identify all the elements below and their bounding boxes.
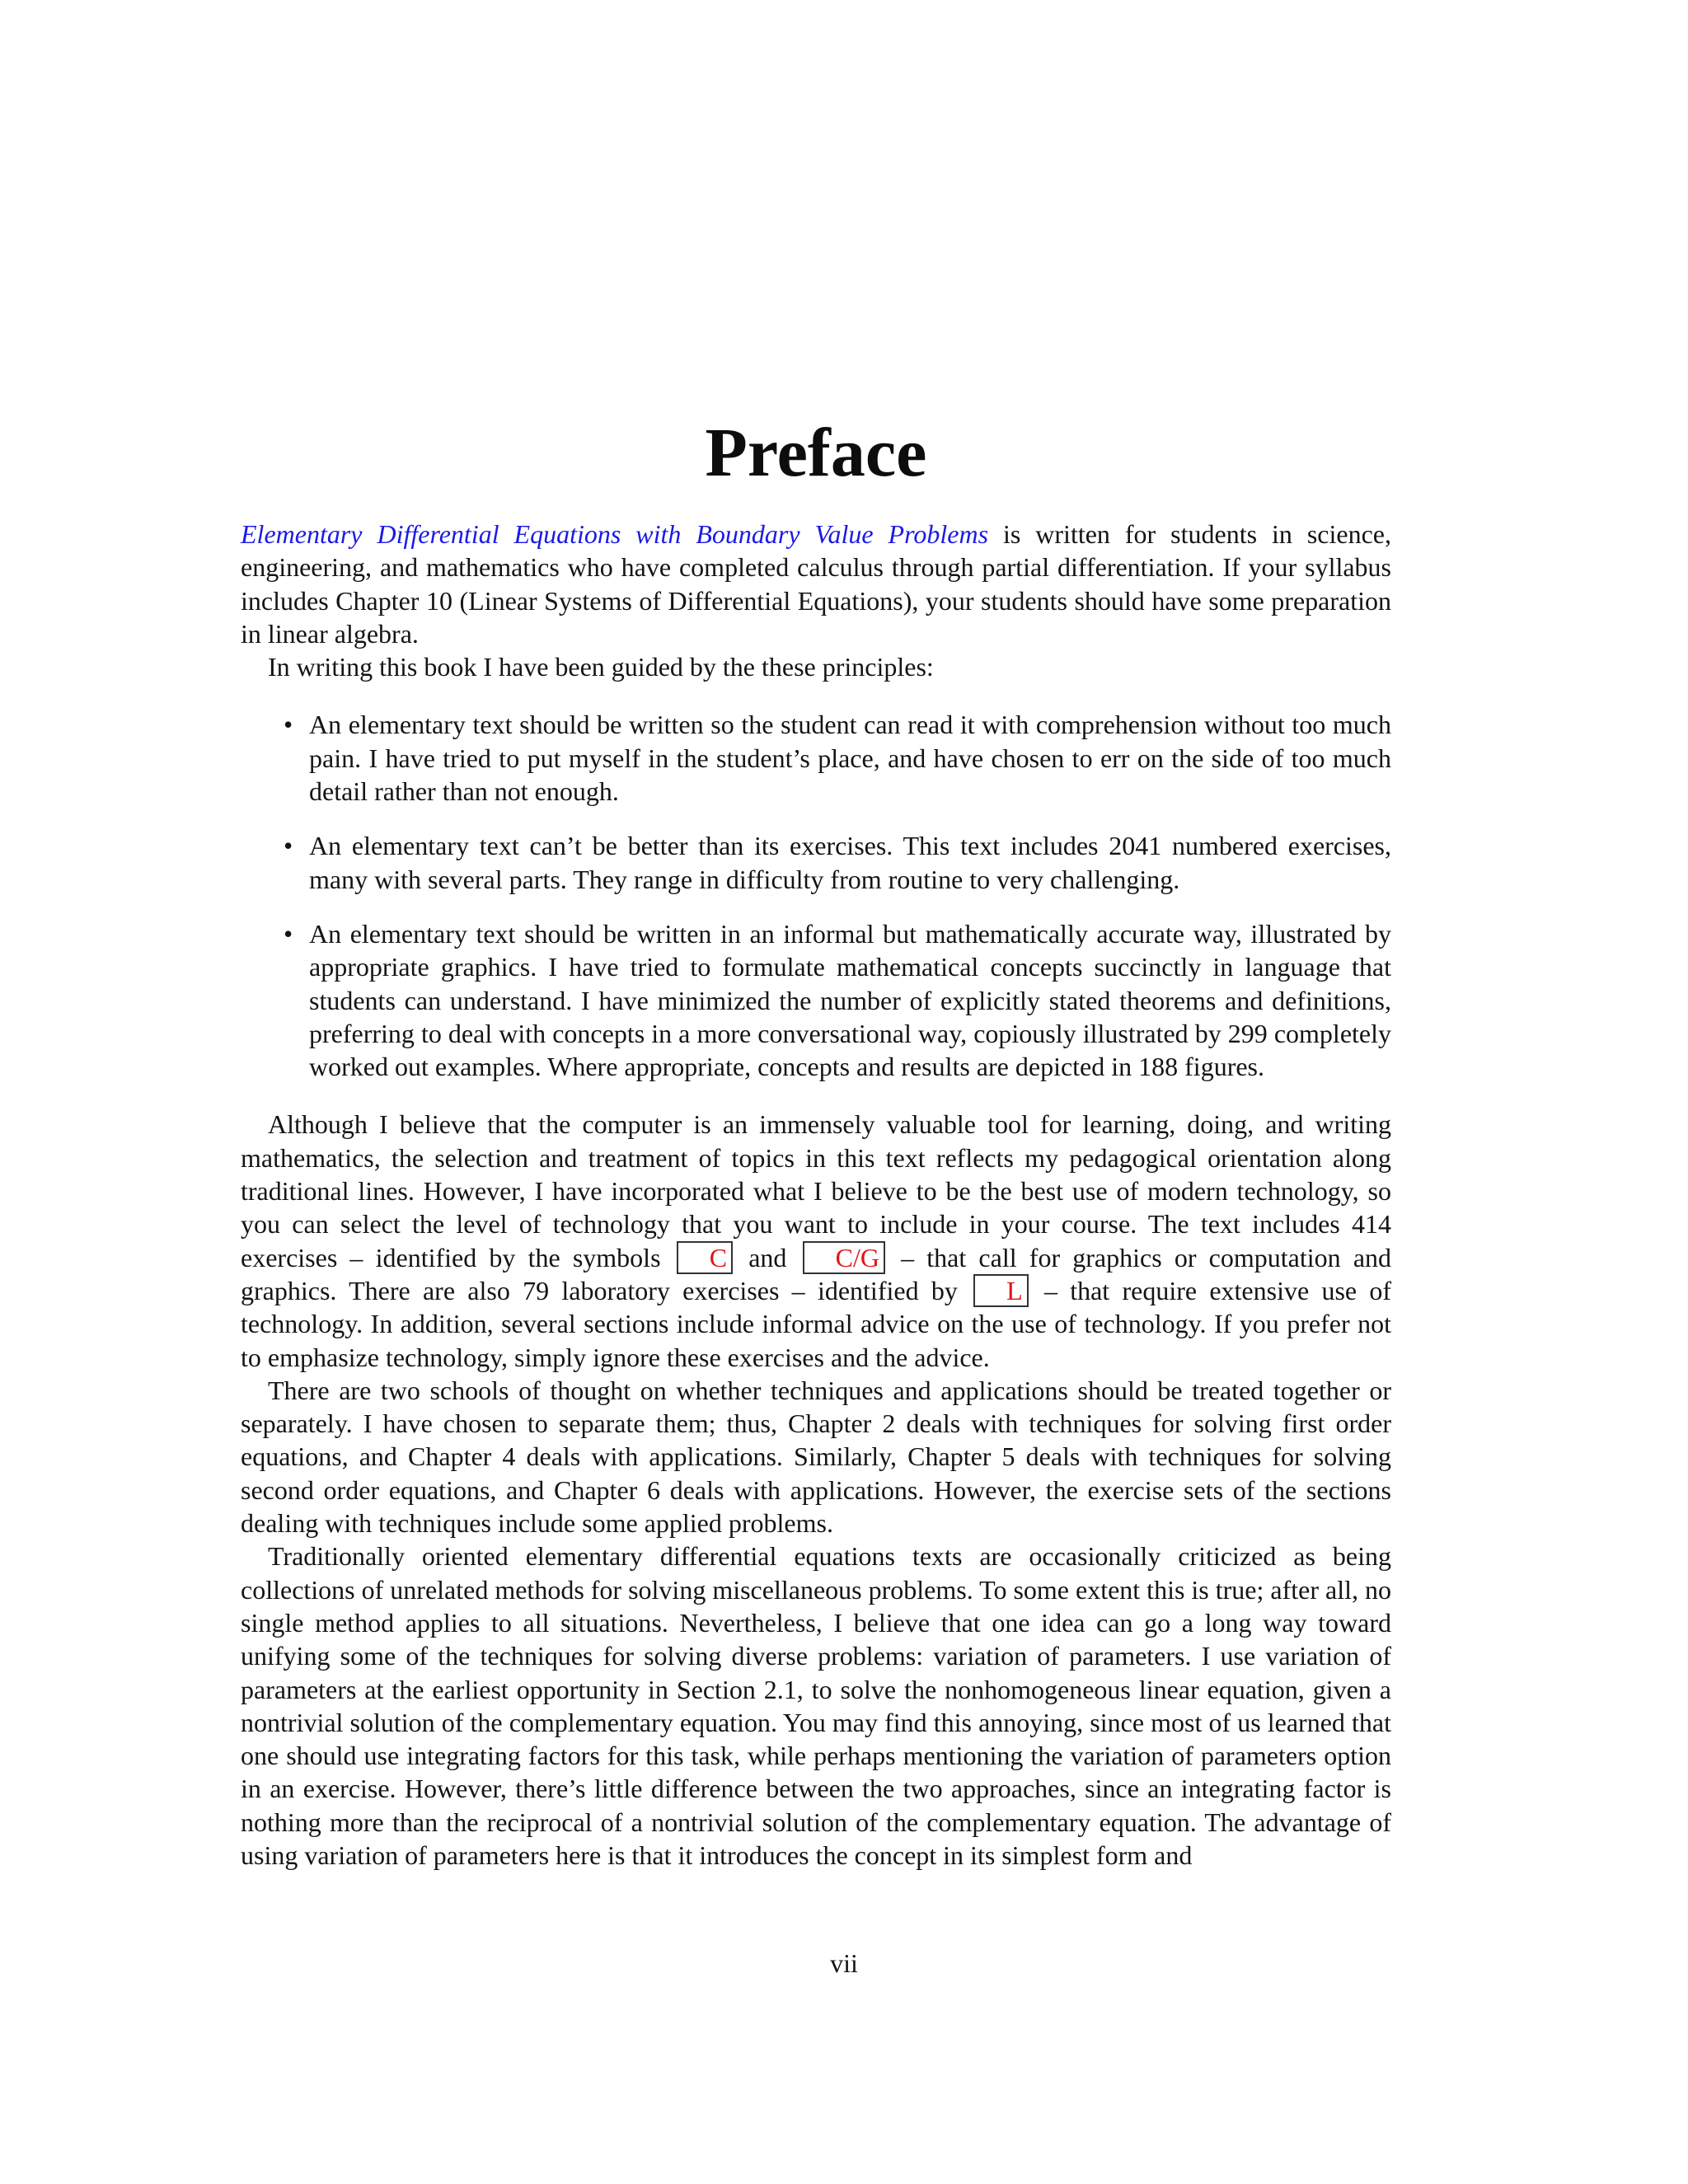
computation-symbol: C xyxy=(677,1241,733,1274)
preface-page xyxy=(241,412,1391,1872)
principles-list xyxy=(241,708,1391,1083)
technology-text-2: – that call for graphics or computation and graphics. There are also 79 laboratory exercises – identified by xyxy=(241,1242,1392,1305)
list-item xyxy=(241,708,1391,808)
bullet-icon: • xyxy=(284,710,293,740)
technology-and: and xyxy=(736,1242,799,1272)
principle-text: An elementary text can’t be better than its exercises. This text includes 2041 numbered exercises, many with several parts. They range in difficulty from routine to very challenging. xyxy=(309,831,1391,894)
computation-graphics-symbol: C/G xyxy=(803,1241,885,1274)
schools-paragraph: There are two schools of thought on whether techniques and applications should be treated together or separately. I have chosen to separate them; thus, Chapter 2 deals with techniques for solving first order equations, and Chapter 4 deals with applications. Similarly, Chapter 5 deals with techniques for solving second order equations, and Chapter 6 deals with applications. However, the exercise sets of the sections dealing with techniques include some applied problems. xyxy=(241,1375,1391,1539)
list-item xyxy=(241,829,1391,896)
intro-text: is written for students in science, engineering, and mathematics who have completed calculus through partial differentiation. If your syllabus includes Chapter 10 (Linear Systems of Differential Equations), your students should have some preparation in linear algebra. xyxy=(241,519,1392,649)
book-title-link[interactable]: Elementary Differential Equations with Boundary Value Problems xyxy=(241,519,989,549)
principle-text: An elementary text should be written so the student can read it with comprehension without too much pain. I have tried to put myself in the student’s place, and have chosen to err on the side of too much detail rather than not enough. xyxy=(309,710,1391,807)
page-number: vii xyxy=(830,1948,858,1978)
bullet-icon: • xyxy=(284,918,293,949)
intro-paragraph xyxy=(241,518,1391,650)
tradition-paragraph: Traditionally oriented elementary differential equations texts are occasionally criticized as being collections of unrelated methods for solving miscellaneous problems. To some extent this is true; after all, no single method applies to all situations. Nevertheless, I believe that one idea can go a long way toward unifying some of the techniques for solving diverse problems: variation of parameters. I use variation of parameters at the earliest opportunity in Section 2.1, to solve the nonhomogeneous linear equation, given a nontrivial solution of the complementary equation. You may find this annoying, since most of us learned that one should use integrating factors for this task, while perhaps mentioning the variation of parameters option in an exercise. However, there’s little difference between the two approaches, since an integrating factor is nothing more than the reciprocal of a nontrivial solution of the complementary equation. The advantage of using variation of parameters here is that it introduces the concept in its simplest form and xyxy=(241,1541,1391,1870)
technology-text-1: Although I believe that the computer is an immensely valuable tool for learning, doing, and writing mathematics, the selection and treatment of topics in this text reflects my pedagogical orientation along traditional lines. However, I have incorporated what I believe to be the best use of modern technology, so you can select the level of technology that you want to include in your course. The text includes 414 exercises – identified by the symbols xyxy=(241,1109,1391,1272)
technology-text-3: – that require extensive use of technology. In addition, several sections include informal advice on the use of technology. If you prefer not to emphasize technology, simply ignore these exercises and the advice. xyxy=(241,1275,1392,1372)
principles-intro: In writing this book I have been guided by the these principles: xyxy=(268,652,934,682)
list-item xyxy=(241,917,1391,1083)
principle-text: An elementary text should be written in an informal but mathematically accurate way, illustrated by appropriate graphics. I have tried to formulate mathematical concepts succinctly in language that students can understand. I have minimized the number of explicitly stated theorems and definitions, preferring to deal with concepts in a more conversational way, copiously illustrated by 299 completely worked out examples. Where appropriate, concepts and results are depicted in 188 figures. xyxy=(309,918,1391,1082)
page-title: Preface xyxy=(705,415,927,491)
laboratory-symbol: L xyxy=(973,1274,1029,1307)
technology-paragraph xyxy=(241,1108,1391,1373)
bullet-icon: • xyxy=(284,831,293,861)
